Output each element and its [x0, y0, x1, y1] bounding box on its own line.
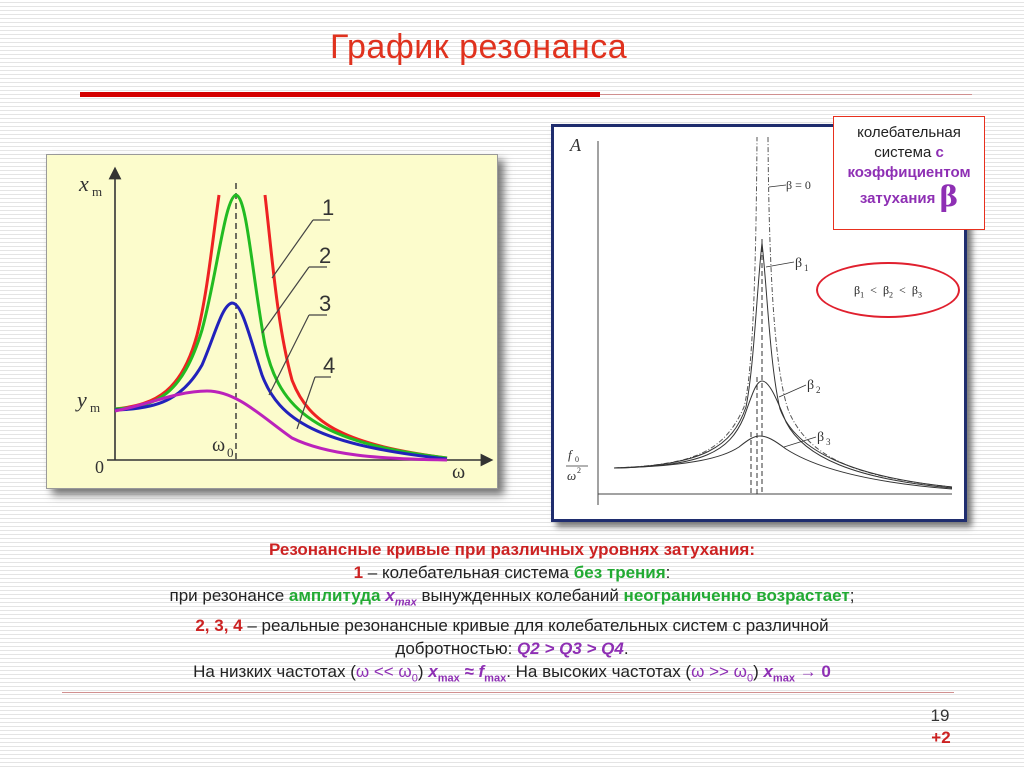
svg-text:m: m — [92, 184, 103, 199]
curve-beta0-left — [614, 137, 757, 468]
page-sub: +2 — [931, 728, 951, 747]
slide-title: График резонанса — [330, 28, 628, 66]
caption-line-3: при резонансе амплитуда $x_{max}$ вынужденных колебаний неограниченно возрастает; — [169, 586, 855, 609]
caption-heading: Резонансные кривые при различных уровнях затухания: — [269, 540, 755, 559]
curve-2-label: 2 — [319, 243, 332, 268]
svg-text:0: 0 — [575, 455, 579, 464]
left-x-axis-label: ω — [452, 461, 466, 483]
curve-beta2 — [614, 381, 952, 488]
curve-2-leader — [262, 267, 309, 333]
title-underline — [80, 92, 600, 97]
omega2-label: ω — [567, 468, 577, 483]
svg-text:1: 1 — [804, 263, 809, 273]
curve-1-label: 1 — [322, 195, 335, 220]
svg-text:0: 0 — [227, 445, 234, 460]
beta2-label: β — [807, 378, 815, 393]
left-chart-svg — [47, 155, 497, 488]
curve-3-leader — [269, 315, 309, 395]
caption-line-2: 1 – колебательная система без трения: — [353, 563, 671, 582]
curve-3-label: 3 — [319, 291, 332, 316]
svg-text:3: 3 — [826, 437, 831, 447]
origin-label: 0 — [95, 457, 104, 477]
caption-line-5: добротностью: Q2 > Q3 > Q4. — [395, 639, 629, 659]
curve-4-label: 4 — [323, 353, 336, 378]
beta0-label: β = 0 — [786, 178, 811, 192]
right-y-axis-label: A — [570, 135, 581, 155]
f0-label: f — [568, 447, 572, 462]
caption-line-4: 2, 3, 4 – реальные резонансные кривые для колебательных систем с различной — [195, 616, 829, 636]
damping-info-box: колебательная система с коэффициентом затухания β — [833, 116, 985, 230]
left-y-axis-label: x — [79, 171, 89, 196]
bottom-divider — [62, 692, 954, 693]
title-underline-thin — [600, 94, 972, 95]
beta1-label: β — [795, 256, 803, 271]
page-number: 19 — [930, 706, 950, 725]
ym-label: y — [77, 387, 87, 412]
beta3-label: β — [817, 430, 825, 445]
svg-text:2: 2 — [816, 385, 821, 395]
svg-text:2: 2 — [577, 466, 581, 475]
omega0-label: ω — [212, 434, 226, 456]
curve-1-right — [265, 195, 447, 458]
curve-1-left — [115, 195, 219, 409]
left-resonance-chart — [46, 154, 498, 489]
beta-inequality-ellipse: $\beta_1 < \beta_2 < \beta_3$ — [816, 262, 960, 318]
beta-symbol: β — [939, 180, 959, 213]
caption-line-6: На низких частотах $(\omega << \omega_0)$ $x_{max} \approx f_{max}$. На высоких частотах $(\omega >> \omega_0)$ $x_{max} \to 0$ — [193, 662, 831, 685]
svg-text:m: m — [90, 400, 101, 415]
caption-text — [60, 538, 964, 691]
